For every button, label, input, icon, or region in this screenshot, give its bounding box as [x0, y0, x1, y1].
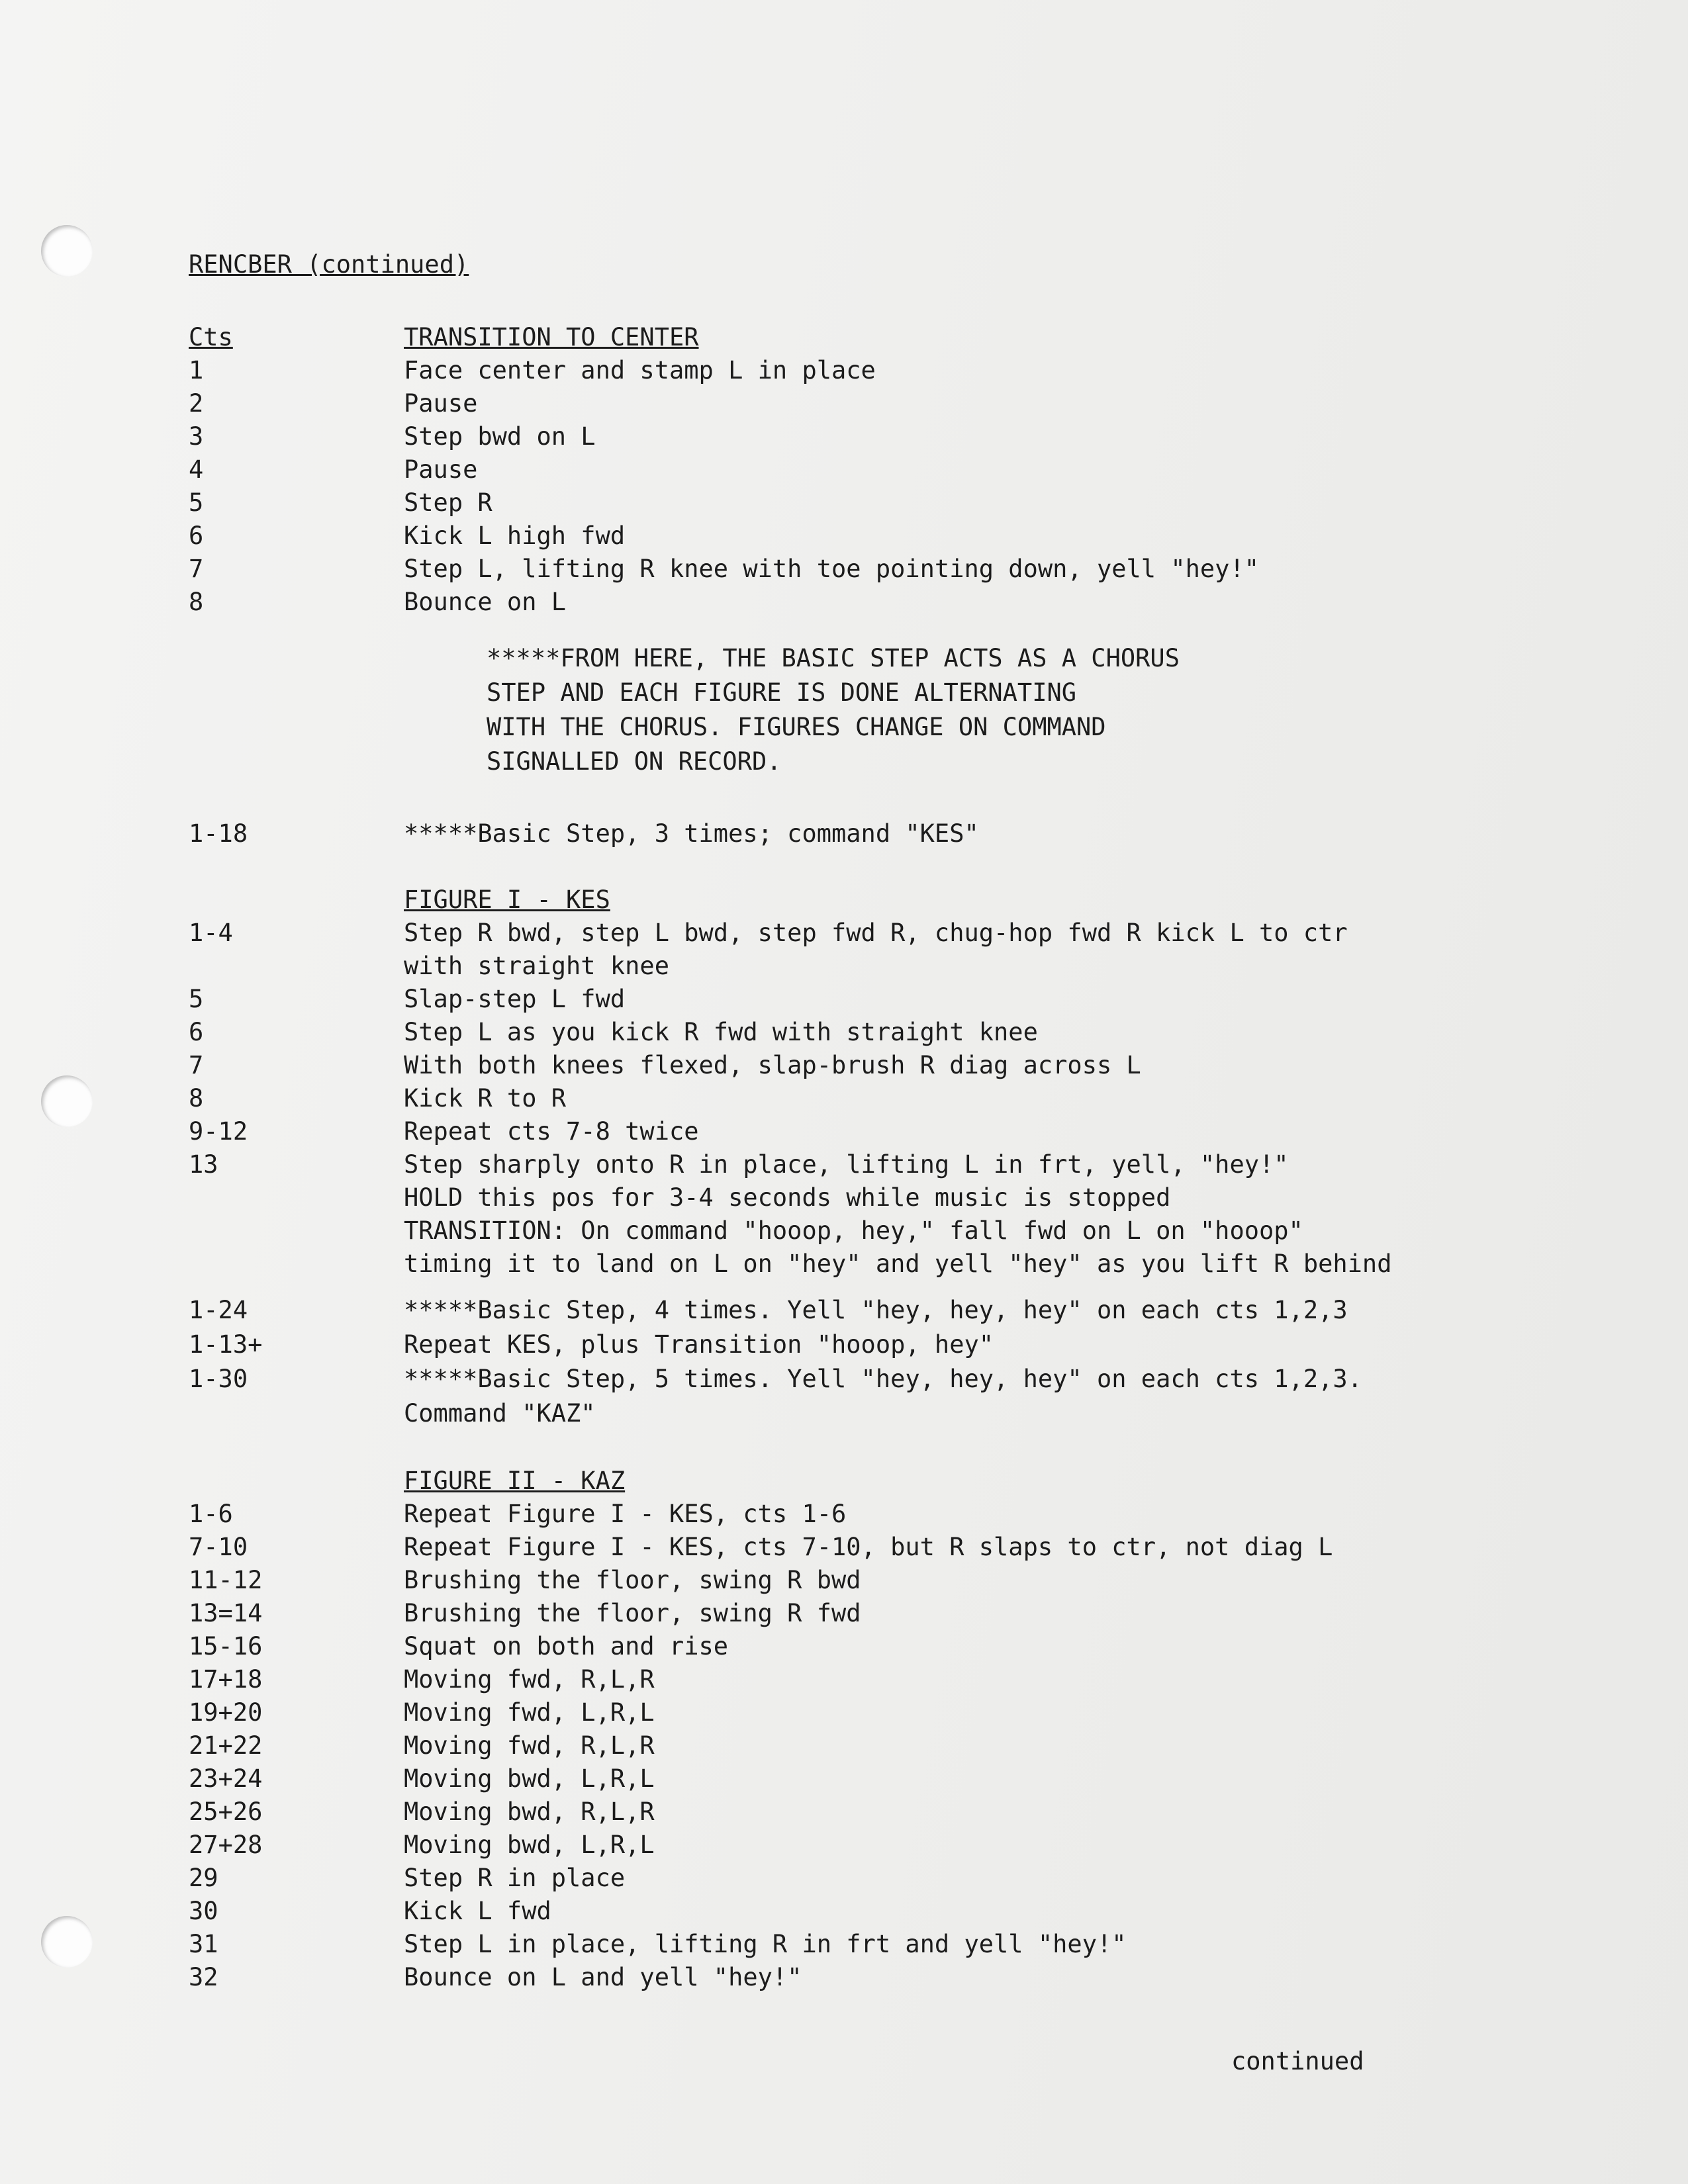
cts-header: Cts [189, 323, 233, 351]
step-text: Bounce on L [404, 588, 567, 616]
step-text: Step sharply onto R in place, lifting L in frt, yell, "hey!" [404, 1150, 1289, 1179]
count-cell: 1-6 [189, 1500, 233, 1528]
step-text: Step R in place [404, 1864, 626, 1892]
count-cell: 13=14 [189, 1599, 263, 1627]
step-text: Repeat cts 7-8 twice [404, 1117, 699, 1146]
count-cell: 15-16 [189, 1632, 263, 1661]
step-text: Squat on both and rise [404, 1632, 729, 1661]
step-text: *****Basic Step, 5 times. Yell "hey, hey, hey" on each cts 1,2,3. [404, 1365, 1362, 1393]
page-title: RENCBER (continued) [189, 250, 469, 279]
step-text: Slap-step L fwd [404, 985, 626, 1013]
binder-hole-top [41, 225, 93, 277]
step-text: Command "KAZ" [404, 1399, 596, 1428]
count-cell: 1-30 [189, 1365, 248, 1393]
note-line: STEP AND EACH FIGURE IS DONE ALTERNATING [487, 678, 1077, 707]
count-cell: 3 [189, 422, 204, 451]
transition-heading: TRANSITION TO CENTER [404, 323, 699, 351]
count-cell: 8 [189, 1084, 204, 1113]
count-cell: 1-13+ [189, 1330, 263, 1359]
count-cell: 5 [189, 488, 204, 517]
step-text: Brushing the floor, swing R bwd [404, 1566, 861, 1594]
count-cell: 13 [189, 1150, 218, 1179]
count-cell: 21+22 [189, 1731, 263, 1760]
step-text: Kick L fwd [404, 1897, 551, 1925]
step-text: Step L in place, lifting R in frt and yell "hey!" [404, 1930, 1127, 1958]
count-cell: 9-12 [189, 1117, 248, 1146]
note-line: WITH THE CHORUS. FIGURES CHANGE ON COMMAND [487, 713, 1106, 741]
count-cell: 6 [189, 1018, 204, 1046]
step-text: Kick R to R [404, 1084, 567, 1113]
count-cell: 32 [189, 1963, 218, 1991]
count-cell: 25+26 [189, 1797, 263, 1826]
note-line: *****FROM HERE, THE BASIC STEP ACTS AS A CHORUS [487, 644, 1180, 672]
count-cell: 2 [189, 389, 204, 418]
step-text: Moving fwd, R,L,R [404, 1731, 655, 1760]
step-text: timing it to land on L on "hey" and yell "hey" as you lift R behind [404, 1250, 1392, 1278]
step-text: Repeat Figure I - KES, cts 1-6 [404, 1500, 847, 1528]
step-text: Kick L high fwd [404, 522, 626, 550]
count-cell: 23+24 [189, 1764, 263, 1793]
step-text: Moving bwd, L,R,L [404, 1831, 655, 1859]
figure1-heading: FIGURE I - KES [404, 886, 610, 914]
count-cell: 11-12 [189, 1566, 263, 1594]
step-text: Step R bwd, step L bwd, step fwd R, chug-hop fwd R kick L to ctr [404, 919, 1348, 947]
count-cell: 4 [189, 455, 204, 484]
count-cell: 31 [189, 1930, 218, 1958]
note-line: SIGNALLED ON RECORD. [487, 747, 782, 776]
count-cell: 7-10 [189, 1533, 248, 1561]
count-cell: 17+18 [189, 1665, 263, 1694]
step-text: Step R [404, 488, 492, 517]
chorus-note [487, 642, 1180, 780]
step-text: Step L as you kick R fwd with straight knee [404, 1018, 1038, 1046]
continued-label: continued [1231, 2047, 1364, 2075]
step-text: Repeat Figure I - KES, cts 7-10, but R slaps to ctr, not diag L [404, 1533, 1333, 1561]
step-text: Pause [404, 455, 478, 484]
count-cell: 27+28 [189, 1831, 263, 1859]
step-text: Brushing the floor, swing R fwd [404, 1599, 861, 1627]
step-text: Pause [404, 389, 478, 418]
count-cell: 1-24 [189, 1296, 248, 1324]
binder-hole-middle [41, 1075, 93, 1127]
count-cell: 7 [189, 555, 204, 583]
step-text: Face center and stamp L in place [404, 356, 876, 385]
step-text: Moving bwd, L,R,L [404, 1764, 655, 1793]
count-cell: 1-18 [189, 819, 248, 848]
count-cell: 6 [189, 522, 204, 550]
count-cell: 30 [189, 1897, 218, 1925]
count-cell: 1-4 [189, 919, 233, 947]
step-text: *****Basic Step, 4 times. Yell "hey, hey, hey" on each cts 1,2,3 [404, 1296, 1348, 1324]
step-text: Step bwd on L [404, 422, 596, 451]
binder-hole-bottom [41, 1916, 93, 1968]
step-text: Repeat KES, plus Transition "hooop, hey" [404, 1330, 994, 1359]
step-text: TRANSITION: On command "hooop, hey," fall fwd on L on "hooop" [404, 1216, 1303, 1245]
step-text: Moving fwd, R,L,R [404, 1665, 655, 1694]
count-cell: 29 [189, 1864, 218, 1892]
step-text: Step L, lifting R knee with toe pointing down, yell "hey!" [404, 555, 1260, 583]
count-cell: 1 [189, 356, 204, 385]
step-text: *****Basic Step, 3 times; command "KES" [404, 819, 979, 848]
step-text: With both knees flexed, slap-brush R diag across L [404, 1051, 1141, 1079]
step-text: Moving fwd, L,R,L [404, 1698, 655, 1727]
count-cell: 19+20 [189, 1698, 263, 1727]
step-text: with straight knee [404, 952, 669, 980]
step-text: HOLD this pos for 3-4 seconds while music is stopped [404, 1183, 1171, 1212]
figure2-heading: FIGURE II - KAZ [404, 1467, 626, 1495]
count-cell: 5 [189, 985, 204, 1013]
step-text: Bounce on L and yell "hey!" [404, 1963, 802, 1991]
count-cell: 8 [189, 588, 204, 616]
step-text: Moving bwd, R,L,R [404, 1797, 655, 1826]
count-cell: 7 [189, 1051, 204, 1079]
